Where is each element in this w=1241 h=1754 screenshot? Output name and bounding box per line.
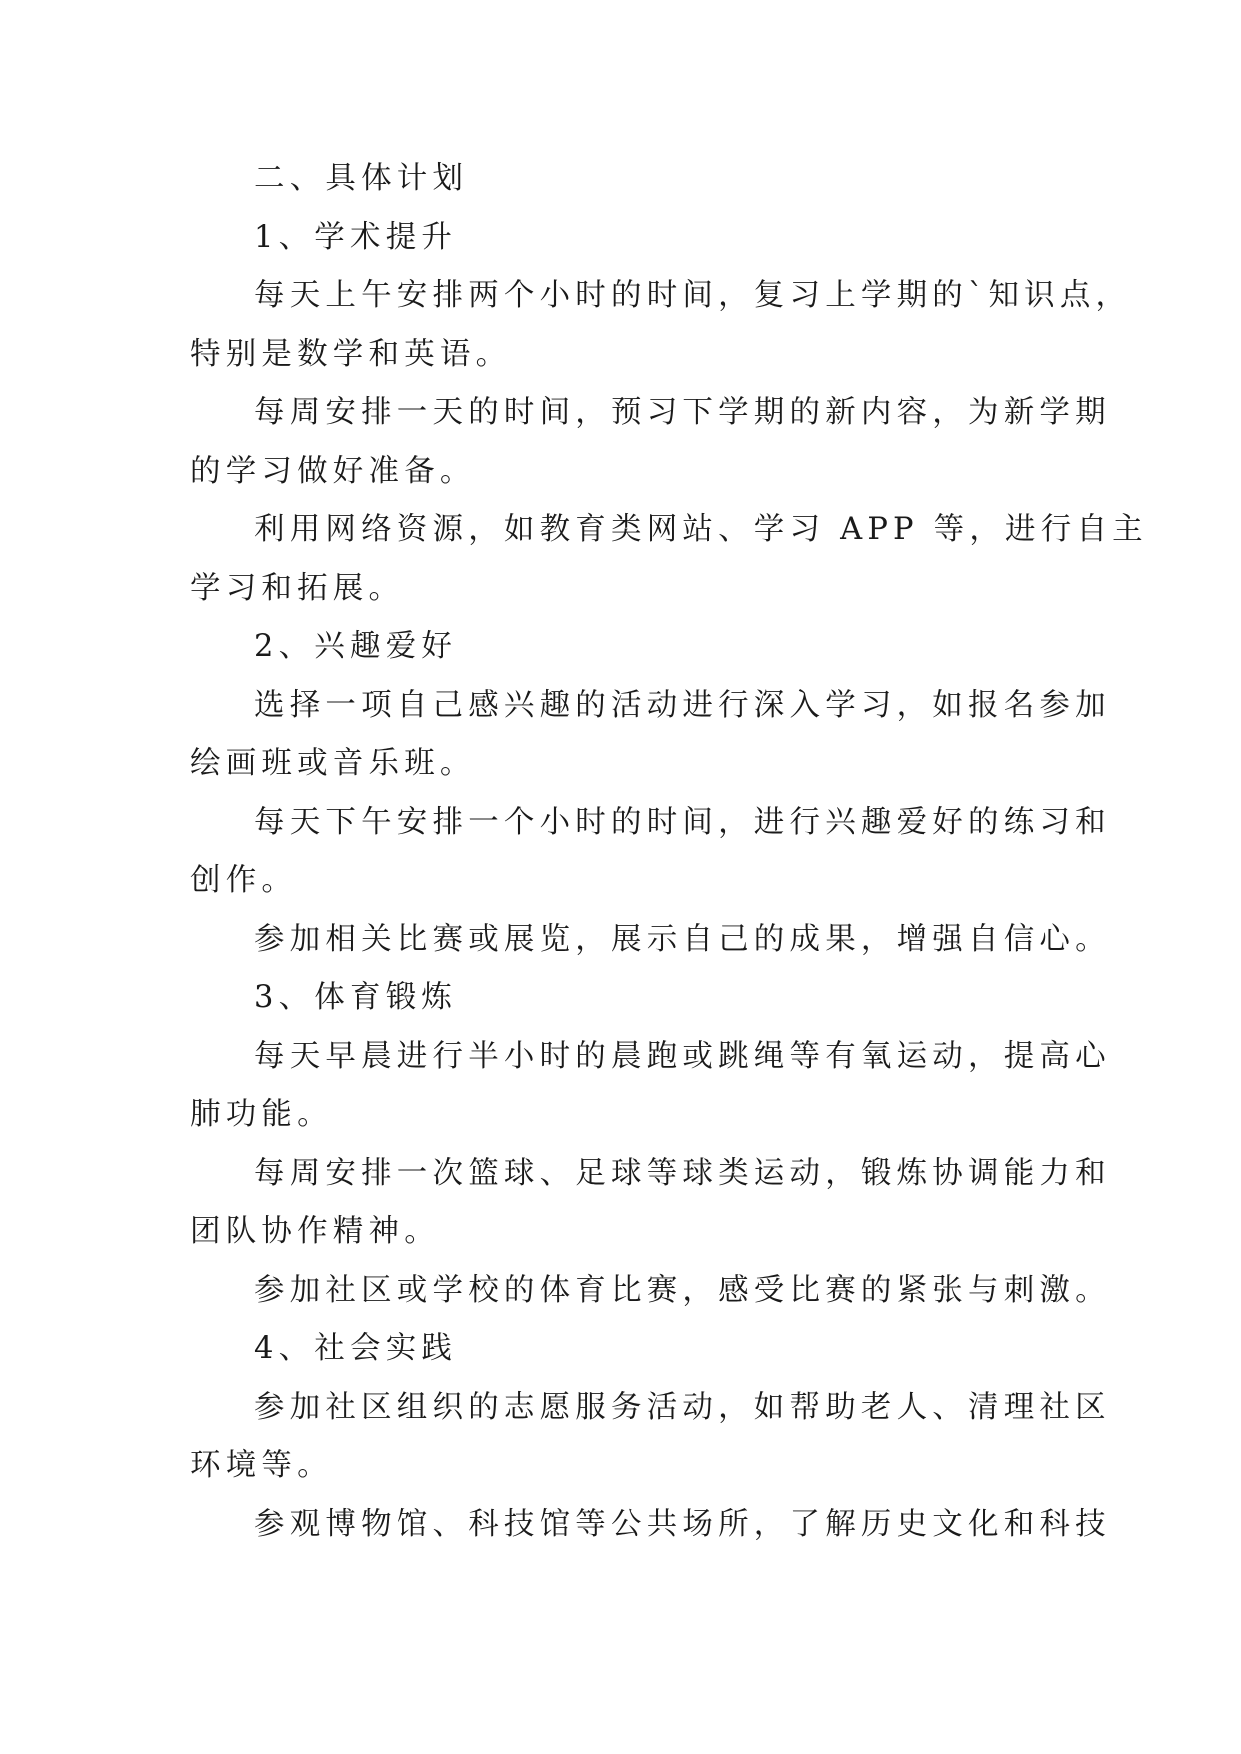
subsection-heading: 1、学术提升 bbox=[254, 219, 458, 255]
paragraph-line: 学习和拓展。 bbox=[190, 570, 405, 606]
paragraph-line: 每周安排一天的时间，预习下学期的新内容，为新学期 bbox=[254, 395, 1111, 430]
paragraph-line: 环境等。 bbox=[190, 1448, 333, 1483]
section-heading: 二、具体计划 bbox=[254, 161, 469, 196]
paragraph-line: 特别是数学和英语。 bbox=[190, 336, 512, 372]
paragraph-line: 利用网络资源，如教育类网站、学习 APP 等，进行自主 bbox=[254, 512, 1148, 547]
paragraph-line: 创作。 bbox=[190, 863, 298, 898]
paragraph-line: 选择一项自己感兴趣的活动进行深入学习，如报名参加 bbox=[254, 687, 1111, 723]
paragraph-line: 肺功能。 bbox=[190, 1097, 333, 1132]
paragraph-line: 每天早晨进行半小时的晨跑或跳绳等有氧运动，提高心 bbox=[254, 1038, 1111, 1074]
paragraph-line: 参观博物馆、科技馆等公共场所，了解历史文化和科技 bbox=[254, 1506, 1111, 1542]
subsection-heading: 2、兴趣爱好 bbox=[254, 629, 458, 664]
paragraph-line: 绘画班或音乐班。 bbox=[190, 746, 476, 781]
paragraph-line: 每周安排一次篮球、足球等球类运动，锻炼协调能力和 bbox=[254, 1155, 1111, 1191]
subsection-heading: 4、社会实践 bbox=[254, 1331, 458, 1366]
paragraph-line: 参加社区组织的志愿服务活动，如帮助老人、清理社区 bbox=[254, 1389, 1111, 1425]
paragraph-line: 参加社区或学校的体育比赛，感受比赛的紧张与刺激。 bbox=[254, 1272, 1111, 1308]
document-page bbox=[190, 150, 1148, 1554]
paragraph-line: 的学习做好准备。 bbox=[190, 453, 476, 489]
paragraph-line: 每天下午安排一个小时的时间，进行兴趣爱好的练习和 bbox=[254, 804, 1111, 840]
paragraph-line: 团队协作精神。 bbox=[190, 1214, 440, 1249]
subsection-heading: 3、体育锻炼 bbox=[254, 980, 458, 1015]
paragraph-line: 每天上午安排两个小时的时间，复习上学期的`知识点， bbox=[254, 278, 1132, 313]
paragraph-line: 参加相关比赛或展览，展示自己的成果，增强自信心。 bbox=[254, 921, 1111, 957]
